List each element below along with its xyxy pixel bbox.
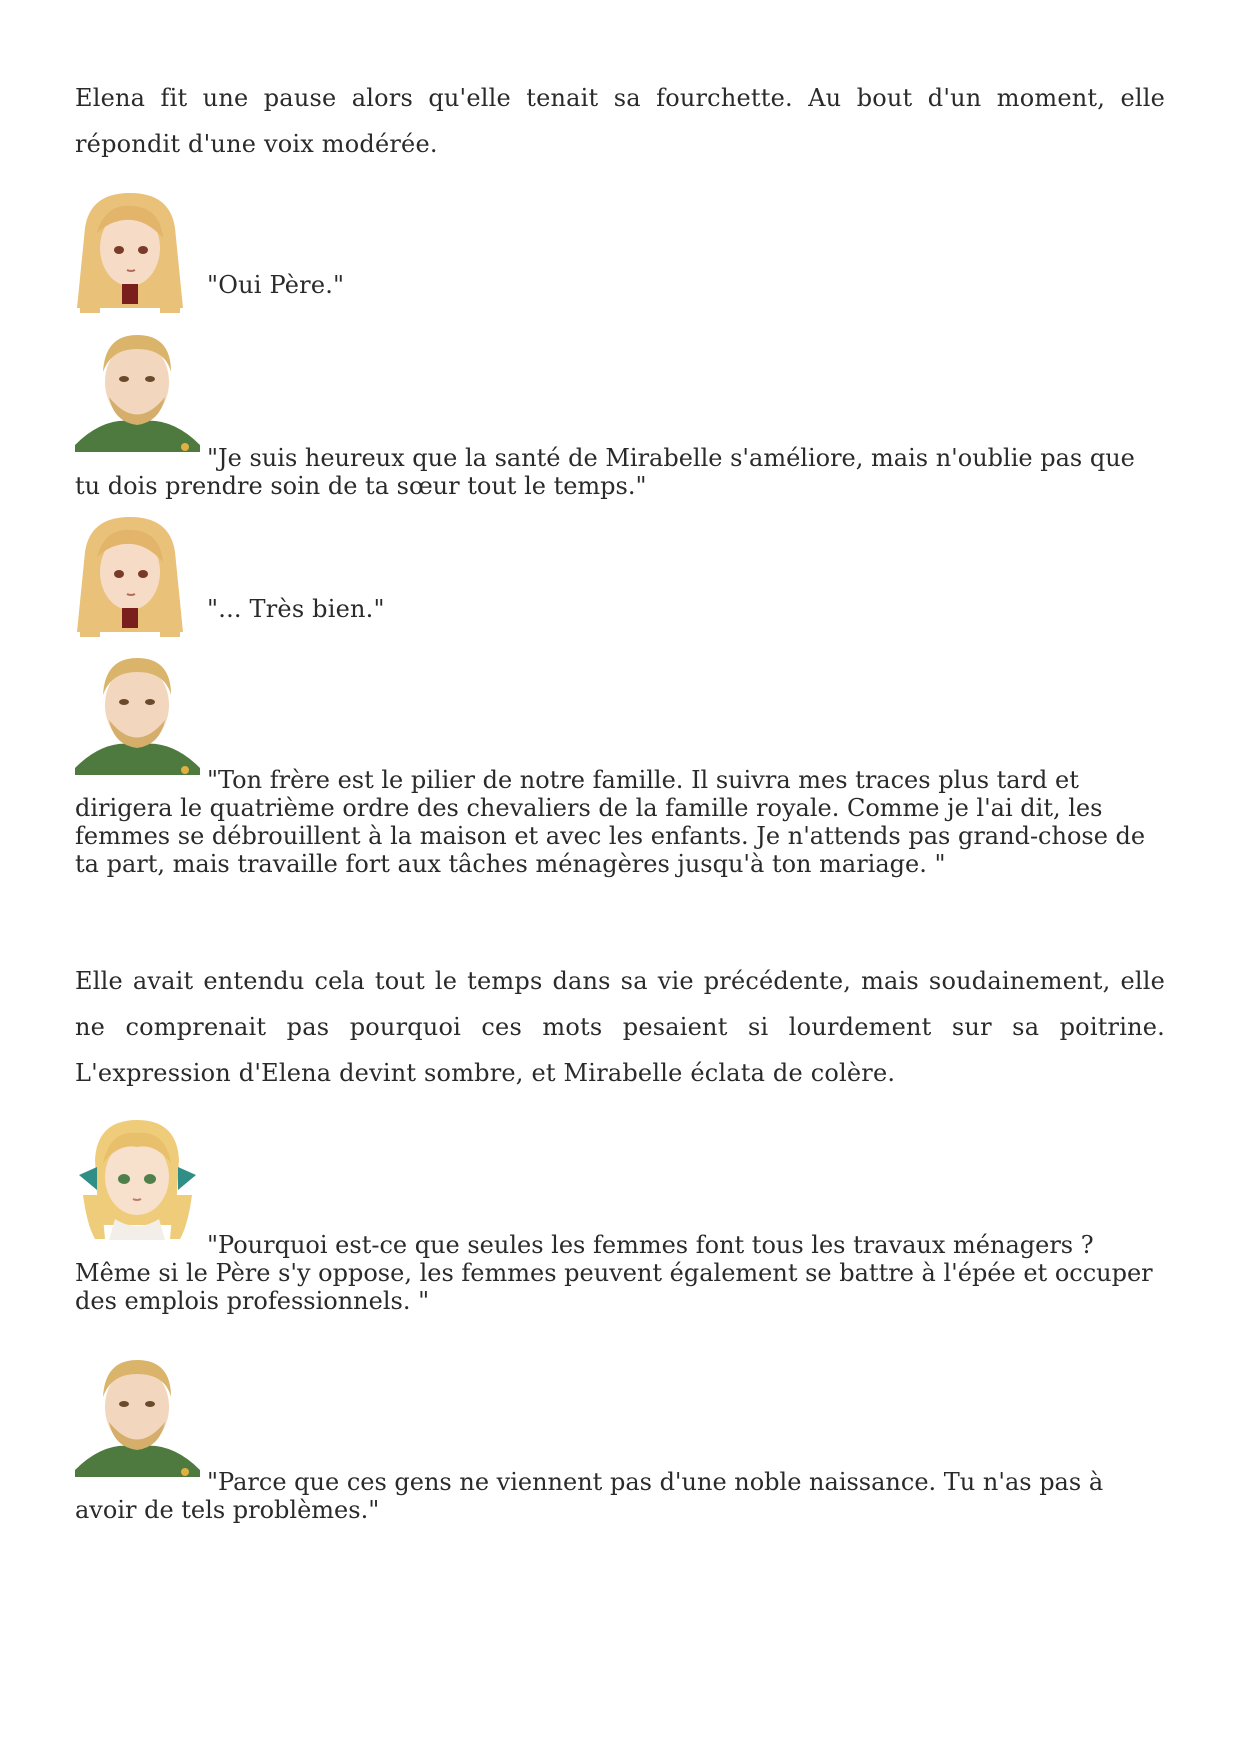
dialogue-father-3	[75, 1352, 1165, 1542]
elena-line-1: "Oui Père."	[207, 271, 345, 299]
elena-portrait	[75, 512, 185, 637]
dialogue-mirabelle-1	[75, 1115, 1165, 1345]
dialogue-father-1	[75, 327, 1165, 507]
father-line-3: "Parce que ces gens ne viennent pas d'une noble naissance. Tu n'as pas à avoir de tels problèmes."	[75, 1468, 1104, 1524]
father-line-1: "Je suis heureux que la santé de Mirabelle s'améliore, mais n'oublie pas que tu dois prendre soin de ta sœur tout le temps."	[75, 444, 1135, 500]
dialogue-father-2	[75, 650, 1165, 930]
elena-line-2: "... Très bien."	[207, 595, 385, 623]
dialogue-elena-2	[75, 512, 1165, 637]
father-line-2: "Ton frère est le pilier de notre famille. Il suivra mes traces plus tard et dirigera le quatrième ordre des chevaliers de la famille royale. Comme je l'ai dit, les femmes se débrouillent à la maison et avec les enfants. Je n'attends pas grand-chose de ta part, mais travaille fort aux tâches ménagères jusqu'à ton mariage. "	[75, 766, 1146, 878]
dialogue-elena-1	[75, 188, 1165, 313]
elena-portrait	[75, 188, 185, 313]
mirabelle-line-1: "Pourquoi est-ce que seules les femmes font tous les travaux ménagers ? Même si le Père s'y oppose, les femmes peuvent également se battre à l'épée et occuper des emplois professionnels. "	[75, 1231, 1153, 1315]
narration-paragraph-1: Elena fit une pause alors qu'elle tenait sa fourchette. Au bout d'un moment, elle répondit d'une voix modérée.	[75, 84, 1165, 158]
narration-paragraph-2: Elle avait entendu cela tout le temps dans sa vie précédente, mais soudainement, elle ne comprenait pas pourquoi ces mots pesaient si lourdement sur sa poitrine. L'expression d'Elena devint sombre, et Mirabelle éclata de colère.	[75, 967, 1165, 1087]
